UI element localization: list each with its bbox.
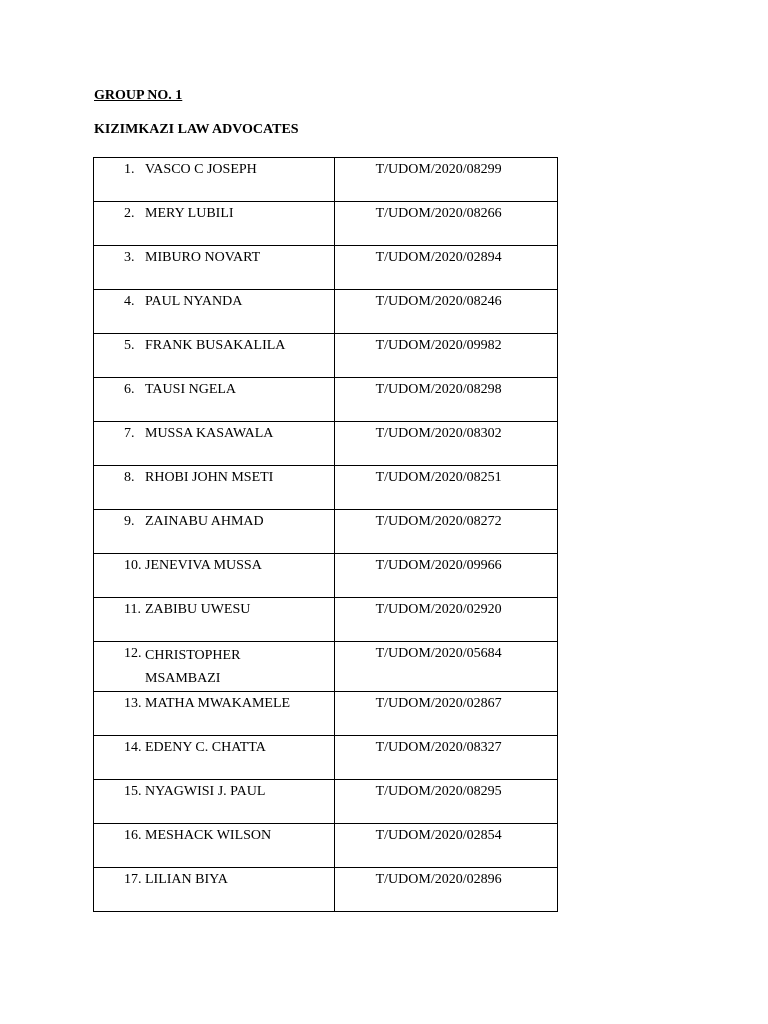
- group-heading: GROUP NO. 1: [94, 88, 183, 103]
- member-name-cell: [94, 290, 335, 334]
- member-reg-cell: [334, 510, 557, 554]
- member-name-cell: [94, 510, 335, 554]
- member-name: MUSSA KASAWALA: [145, 426, 274, 441]
- member-reg-no: T/UDOM/2020/08299: [375, 162, 502, 177]
- member-reg-cell: [334, 868, 557, 912]
- firm-name-heading: KIZIMKAZI LAW ADVOCATES: [94, 122, 299, 137]
- member-number: 4.: [124, 294, 135, 309]
- member-number: 11.: [124, 602, 141, 617]
- member-name-cell: [94, 736, 335, 780]
- member-name: MIBURO NOVART: [145, 250, 261, 265]
- table-row: [94, 692, 558, 736]
- member-number: 6.: [124, 382, 135, 397]
- member-name-cell: [94, 378, 335, 422]
- member-reg-cell: [334, 158, 557, 202]
- member-reg-cell: [334, 736, 557, 780]
- member-name-cell: [94, 824, 335, 868]
- member-number: 5.: [124, 338, 135, 353]
- member-name: JENEVIVA MUSSA: [145, 558, 262, 573]
- member-name: RHOBI JOHN MSETI: [145, 470, 274, 485]
- member-name-cell: [94, 202, 335, 246]
- member-name: PAUL NYANDA: [145, 294, 243, 309]
- table-row: [94, 422, 558, 466]
- table-row: [94, 202, 558, 246]
- member-reg-no: T/UDOM/2020/02920: [375, 602, 502, 617]
- member-name: FRANK BUSAKALILA: [145, 338, 286, 353]
- table-row: [94, 780, 558, 824]
- table-row: [94, 290, 558, 334]
- member-reg-cell: [334, 642, 557, 692]
- member-reg-no: T/UDOM/2020/02894: [375, 250, 502, 265]
- table-row: [94, 334, 558, 378]
- member-number: 9.: [124, 514, 135, 529]
- member-name: NYAGWISI J. PAUL: [145, 784, 266, 799]
- member-name: ZAINABU AHMAD: [145, 514, 264, 529]
- member-reg-cell: [334, 466, 557, 510]
- member-name-cell: [94, 780, 335, 824]
- member-number: 13.: [124, 696, 142, 711]
- member-reg-cell: [334, 422, 557, 466]
- member-number: 12.: [124, 646, 142, 661]
- member-name: EDENY C. CHATTA: [145, 740, 266, 755]
- member-name-cell: [94, 554, 335, 598]
- member-name: MESHACK WILSON: [145, 828, 272, 843]
- member-reg-no: T/UDOM/2020/08298: [375, 382, 502, 397]
- member-number: 15.: [124, 784, 142, 799]
- member-name: TAUSI NGELA: [145, 382, 237, 397]
- member-name: CHRISTOPHER MSAMBAZI: [145, 648, 241, 686]
- member-reg-cell: [334, 554, 557, 598]
- table-row: [94, 510, 558, 554]
- member-name-cell: [94, 692, 335, 736]
- member-reg-cell: [334, 246, 557, 290]
- member-reg-no: T/UDOM/2020/08246: [375, 294, 502, 309]
- member-reg-cell: [334, 780, 557, 824]
- member-name: MERY LUBILI: [145, 206, 234, 221]
- member-reg-no: T/UDOM/2020/09982: [375, 338, 502, 353]
- member-reg-no: T/UDOM/2020/08272: [375, 514, 502, 529]
- member-reg-cell: [334, 334, 557, 378]
- member-reg-no: T/UDOM/2020/08251: [375, 470, 502, 485]
- member-reg-no: T/UDOM/2020/05684: [375, 646, 502, 661]
- member-name-cell: [94, 422, 335, 466]
- member-name-cell: [94, 246, 335, 290]
- member-reg-no: T/UDOM/2020/02854: [375, 828, 502, 843]
- member-number: 7.: [124, 426, 135, 441]
- table-row: [94, 868, 558, 912]
- member-reg-no: T/UDOM/2020/02867: [375, 696, 502, 711]
- member-number: 14.: [124, 740, 142, 755]
- member-name: VASCO C JOSEPH: [145, 162, 257, 177]
- member-name-cell: [94, 158, 335, 202]
- member-number: 8.: [124, 470, 135, 485]
- member-name-cell: [94, 334, 335, 378]
- member-reg-cell: [334, 290, 557, 334]
- member-reg-no: T/UDOM/2020/02896: [375, 872, 502, 887]
- member-name: MATHA MWAKAMELE: [145, 696, 291, 711]
- member-reg-no: T/UDOM/2020/08266: [375, 206, 502, 221]
- member-reg-cell: [334, 824, 557, 868]
- table-row: [94, 598, 558, 642]
- member-reg-cell: [334, 202, 557, 246]
- member-number: 16.: [124, 828, 142, 843]
- member-reg-no: T/UDOM/2020/09966: [375, 558, 502, 573]
- member-number: 2.: [124, 206, 135, 221]
- members-table: [93, 157, 558, 912]
- table-row: [94, 246, 558, 290]
- member-name-cell: [94, 598, 335, 642]
- member-name: ZABIBU UWESU: [145, 602, 251, 617]
- member-reg-no: T/UDOM/2020/08302: [375, 426, 502, 441]
- table-row: [94, 158, 558, 202]
- member-reg-cell: [334, 378, 557, 422]
- table-row: [94, 642, 558, 692]
- table-row: [94, 466, 558, 510]
- member-name-cell: [94, 868, 335, 912]
- member-reg-cell: [334, 598, 557, 642]
- table-row: [94, 378, 558, 422]
- member-name-cell: [94, 466, 335, 510]
- member-name-cell: [94, 642, 335, 692]
- member-reg-no: T/UDOM/2020/08295: [375, 784, 502, 799]
- member-name: LILIAN BIYA: [145, 872, 228, 887]
- table-row: [94, 824, 558, 868]
- table-row: [94, 736, 558, 780]
- member-number: 1.: [124, 162, 135, 177]
- member-number: 10.: [124, 558, 142, 573]
- member-number: 17.: [124, 872, 142, 887]
- member-number: 3.: [124, 250, 135, 265]
- member-reg-cell: [334, 692, 557, 736]
- member-reg-no: T/UDOM/2020/08327: [375, 740, 502, 755]
- table-row: [94, 554, 558, 598]
